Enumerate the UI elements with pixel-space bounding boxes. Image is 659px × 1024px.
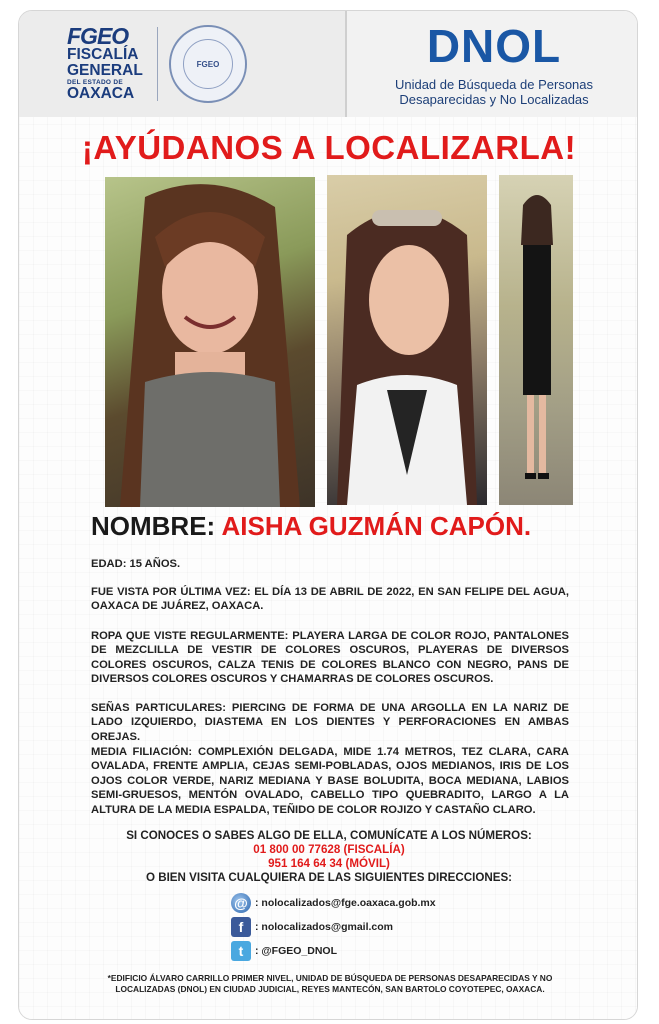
fgeo-line-3: OAXACA (67, 85, 135, 102)
contact-twitter-text[interactable]: : @FGEO_DNOL (255, 945, 337, 957)
fiscalia-seal-icon (169, 25, 247, 103)
call-line: SI CONOCES O SABES ALGO DE ELLA, COMUNÍCATE A LOS NÚMEROS: (126, 829, 532, 842)
headline: ¡AYÚDANOS A LOCALIZARLA! (81, 129, 577, 166)
phone-2-label: (MÓVIL) (342, 857, 390, 870)
phone-1-label: (FISCALÍA) (340, 843, 405, 856)
contact-web[interactable] (231, 893, 436, 913)
fgeo-brand: FGEO (67, 23, 129, 49)
seal-inner (183, 39, 233, 89)
missing-person-poster (18, 10, 638, 1020)
contact-web-text[interactable]: : nolocalizados@fge.oaxaca.gob.mx (255, 897, 436, 909)
globe-icon: @ (231, 893, 251, 913)
footer-address: *EDIFICIO ÁLVARO CARRILLO PRIMER NIVEL, UNIDAD DE BÚSQUEDA DE PERSONAS DESAPARECIDAS Y NO LOCALIZADAS (DNOL) EN CIUDAD JUDICIAL, REYES MANTECÓN, SAN BARTOLO COYOTEPEC, OAXACA. (107, 973, 553, 994)
name-label: NOMBRE: (91, 511, 222, 541)
phone-1[interactable]: 01 800 00 77628 (253, 843, 341, 856)
age-text: EDAD: 15 AÑOS. (91, 558, 181, 570)
photo-portrait-2 (327, 175, 487, 505)
dnol-header-panel (345, 11, 638, 117)
phone-line-1 (59, 843, 599, 857)
contact-twitter[interactable] (231, 941, 337, 961)
dnol-subtitle-line-2: Desaparecidas y No Localizadas (399, 92, 589, 107)
dnol-subtitle-line-1: Unidad de Búsqueda de Personas (394, 77, 594, 92)
contact-facebook-text[interactable]: : nolocalizados@gmail.com (255, 921, 394, 933)
poster-header (19, 11, 638, 117)
phone-2[interactable]: 951 164 64 34 (268, 857, 343, 870)
fgeo-line-2: GENERAL (67, 62, 143, 79)
visit-line: O BIEN VISITA CUALQUIERA DE LAS SIGUIENTES DIRECCIONES: (145, 871, 513, 884)
signs-text: SEÑAS PARTICULARES: PIERCING DE FORMA DE UNA ARGOLLA EN LA NARIZ DE LADO IZQUIERDO, DIASTEMA EN LOS DIENTES Y PERFORACIONES EN AMBAS OREJAS. (91, 702, 569, 743)
photo-portrait-1 (105, 177, 315, 507)
facebook-icon: f (231, 917, 251, 937)
fgeo-logo (67, 25, 149, 102)
fgeo-small-line: DEL ESTADO DE (67, 79, 124, 86)
fgeo-line-1: FISCALÍA (67, 46, 139, 63)
twitter-icon: t (231, 941, 251, 961)
last-seen-text: FUE VISTA POR ÚLTIMA VEZ: EL DÍA 13 DE ABRIL DE 2022, EN SAN FELIPE DEL AGUA, OAXACA DE JUÁREZ, OAXACA. (91, 586, 569, 613)
person-name (91, 511, 631, 541)
contact-facebook[interactable] (231, 917, 393, 937)
description-text: MEDIA FILIACIÓN: COMPLEXIÓN DELGADA, MIDE 1.74 METROS, TEZ CLARA, CARA OVALADA, FRENTE AMPLIA, CEJAS SEMI-POBLADAS, OJOS MEDIANOS, IRIS DE LOS OJOS COLOR VERDE, NARIZ MEDIANA Y BASE BOLUDITA, BOCA MEDIANA, LABIOS SEMI-GRUESOS, MENTÓN OVALADO, CABELLO TIPO QUEBRADITO, LARGO A LA ALTURA DE LA MEDIA ESPALDA, TEÑIDO DE COLOR ROJIZO Y CASTAÑO CLARO. (91, 746, 569, 816)
seal-text: FGEO (196, 59, 220, 69)
contact-numbers (59, 829, 599, 885)
phone-line-2 (59, 857, 599, 871)
photo-full-body (499, 175, 573, 505)
fgeo-header-panel (19, 11, 345, 117)
dnol-title: DNOL (426, 20, 562, 72)
dnol-subtitle (347, 77, 638, 107)
name-value: AISHA GUZMÁN CAPÓN. (221, 511, 532, 541)
header-divider (157, 27, 158, 101)
clothes-text: ROPA QUE VISTE REGULARMENTE: PLAYERA LARGA DE COLOR ROJO, PANTALONES DE MEZCLILLA DE VESTIR DE COLORES OSCUROS, PLAYERAS DE DIVERSOS COLORES OSCUROS, CALZA TENIS DE COLORES BLANCO CON NEGRO, PANS DE DIVERSOS COLORES OSCUROS Y CHAMARRAS DE COLORES OSCUROS. (91, 630, 569, 686)
